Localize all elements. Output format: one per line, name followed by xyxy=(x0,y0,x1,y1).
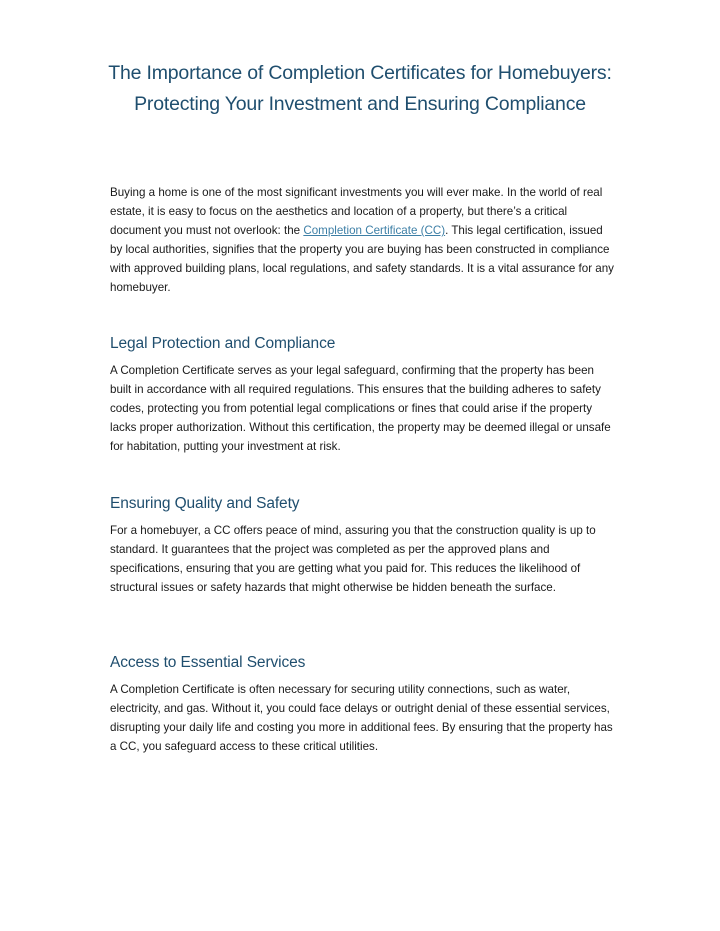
page-title: The Importance of Completion Certificates for Homebuyers: Protecting Your Investment and Ensuring Compliance xyxy=(108,62,612,115)
section-body-quality-safety: For a homebuyer, a CC offers peace of mind, assuring you that the construction quality is up to standard. It guarantees that the project was completed as per the approved plans and specifications, ensuring that you are getting what you paid for. This reduces the likelihood of structural issues or safety hazards that might otherwise be hidden beneath the surface. xyxy=(110,524,596,594)
section-heading-essential-services: Access to Essential Services xyxy=(110,654,306,671)
intro-paragraph xyxy=(110,183,616,297)
completion-certificate-link[interactable]: Completion Certificate (CC) xyxy=(303,224,446,237)
section-heading-quality-safety: Ensuring Quality and Safety xyxy=(110,495,300,512)
section-body-essential-services: A Completion Certificate is often necessary for securing utility connections, such as water, electricity, and gas. Without it, you could face delays or outright denial of these essential services, disrupting your daily life and costing you more in additional fees. By ensuring that the property has a CC, you safeguard access to these critical utilities. xyxy=(110,683,613,753)
intro-text-before-link: Buying a home is one of the most significant investments you will ever make. In the world of real estate, it is easy to focus on the aesthetics and location of a property, but there’s a critical document you must not overlook: the xyxy=(110,186,603,237)
intro-text-after-link: . This legal certification, issued by local authorities, signifies that the property you are buying has been constructed in compliance with approved building plans, local regulations, and safety standards. It is a vital assurance for any homebuyer. xyxy=(110,224,614,294)
section-body-legal-protection: A Completion Certificate serves as your legal safeguard, confirming that the property has been built in accordance with all required regulations. This ensures that the building adheres to safety codes, protecting you from potential legal complications or fines that could arise if the property lacks proper authorization. Without this certification, the property may be deemed illegal or unsafe for habitation, putting your investment at risk. xyxy=(110,364,611,453)
section-heading-legal-protection: Legal Protection and Compliance xyxy=(110,335,336,352)
